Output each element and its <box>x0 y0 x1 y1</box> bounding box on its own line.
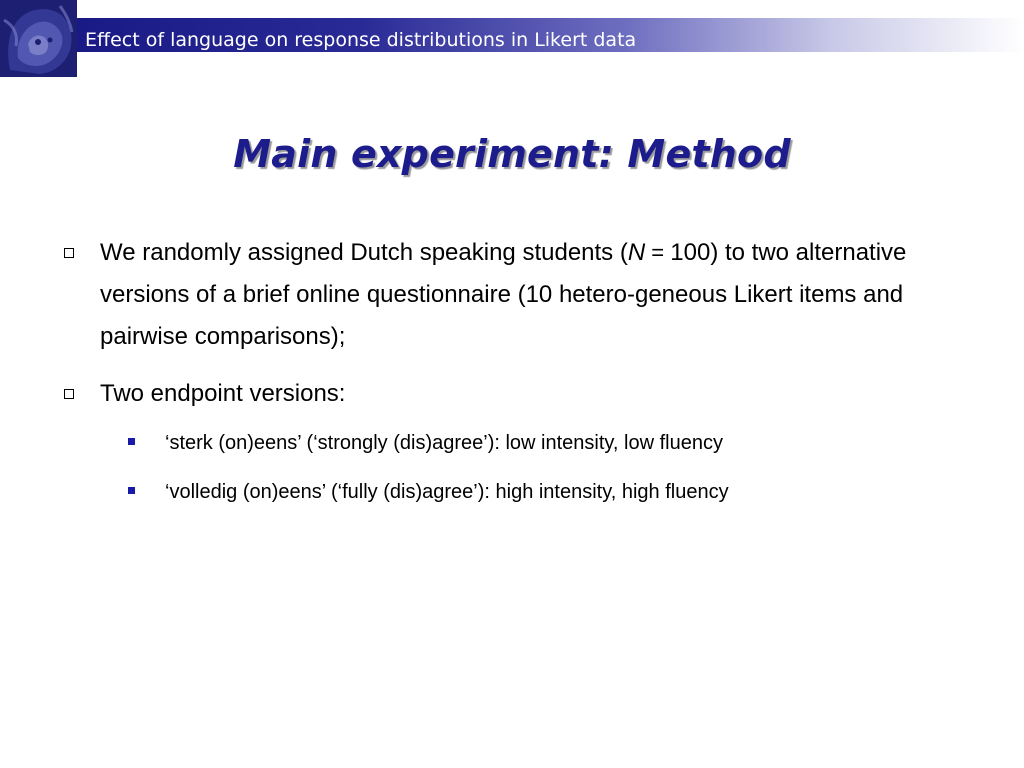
slide-title: Main experiment: Method <box>233 132 791 176</box>
banner-title: Effect of language on response distributions in Likert data <box>85 29 637 51</box>
n-value: 100 <box>670 239 711 266</box>
n-symbol: N <box>627 239 646 266</box>
filled-square-bullet-icon <box>128 438 135 445</box>
filled-square-bullet-icon <box>128 487 135 494</box>
bullet-1-text-after: ) to two alternative versions of a brief online questionnaire (10 hetero-geneous Likert items and pairwise comparisons); <box>100 239 907 350</box>
bullet-item-2: Two endpoint versions: <box>100 380 346 407</box>
square-bullet-icon <box>64 389 74 399</box>
square-bullet-icon <box>64 248 74 258</box>
lion-head-logo-icon <box>0 0 77 77</box>
sub-bullet-item-1: ‘sterk (on)eens’ (‘strongly (dis)agree’): low intensity, low fluency <box>165 432 723 454</box>
sub-bullet-item-2: ‘volledig (on)eens’ (‘fully (dis)agree’): high intensity, high fluency <box>165 481 729 503</box>
bullet-item-1 <box>100 232 940 358</box>
n-equals: = <box>645 240 671 265</box>
bullet-1-text-before: We randomly assigned Dutch speaking students ( <box>100 239 628 266</box>
slide-header <box>0 0 1024 78</box>
